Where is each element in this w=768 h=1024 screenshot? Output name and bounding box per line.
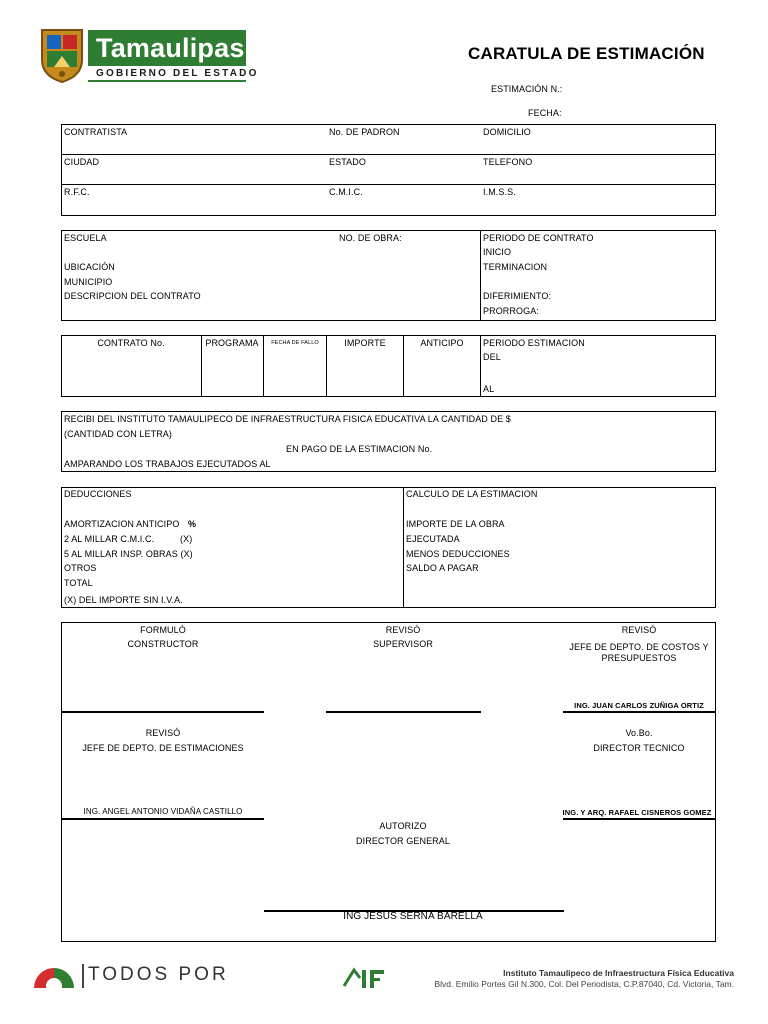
nombre-estimaciones: ING. ANGEL ANTONIO VIDAÑA CASTILLO xyxy=(83,807,243,816)
director-general-label: DIRECTOR GENERAL xyxy=(356,836,450,846)
descripcion-label: DESCRIPCION DEL CONTRATO xyxy=(64,291,201,301)
escuela-label: ESCUELA xyxy=(64,233,107,243)
estado-label: ESTADO xyxy=(329,157,366,167)
constructor-label: CONSTRUCTOR xyxy=(127,639,199,649)
deducciones-title: DEDUCCIONES xyxy=(64,489,132,499)
formulo-label: FORMULÓ xyxy=(140,625,186,635)
importe-obra-label: IMPORTE DE LA OBRA xyxy=(406,519,505,529)
al-label: AL xyxy=(483,384,495,394)
menos-deducciones-label: MENOS DEDUCCIONES xyxy=(406,549,510,559)
otros-label: OTROS xyxy=(64,563,97,573)
diferimiento-label: DIFERIMIENTO: xyxy=(483,291,552,301)
reviso-estimaciones-label: REVISÓ xyxy=(145,728,181,738)
jefe-costos-line-1: JEFE DE DEPTO. DE COSTOS Y xyxy=(569,642,709,652)
no-obra-label: NO. DE OBRA: xyxy=(339,233,402,243)
saldo-pagar-label: SALDO A PAGAR xyxy=(406,563,479,573)
footer-address: Blvd. Emilio Portes Gil N.300, Col. Del Periodista, C.P.87040, Cd. Victoria, Tam. xyxy=(434,979,734,989)
insp-obras-label: 5 AL MILLAR INSP. OBRAS (X) xyxy=(64,549,193,559)
cmic-deduction-label: 2 AL MILLAR C.M.I.C. xyxy=(64,534,155,544)
signature-line xyxy=(62,711,264,713)
divider xyxy=(62,184,715,185)
contratista-label: CONTRATISTA xyxy=(64,127,128,137)
rfc-label: R.F.C. xyxy=(64,187,90,197)
sin-iva-label: (X) DEL IMPORTE SIN I.V.A. xyxy=(64,595,183,605)
signature-line xyxy=(563,711,715,713)
inicio-label: INICIO xyxy=(483,247,512,257)
itife-logo-icon xyxy=(340,964,390,988)
estimacion-number-label: ESTIMACIÓN N.: xyxy=(491,84,563,94)
domicilio-label: DOMICILIO xyxy=(483,127,531,137)
x-label: (X) xyxy=(180,534,193,544)
logo-underline xyxy=(88,80,246,82)
ejecutada-label: EJECUTADA xyxy=(406,534,460,544)
divider xyxy=(403,488,404,607)
receipt-line-4: AMPARANDO LOS TRABAJOS EJECUTADOS AL xyxy=(64,459,271,469)
receipt-line-2: (CANTIDAD CON LETRA) xyxy=(64,429,173,439)
signature-line xyxy=(563,818,715,820)
divider xyxy=(480,231,481,320)
percent-label: % xyxy=(188,519,197,529)
divider xyxy=(62,154,715,155)
telefono-label: TELEFONO xyxy=(483,157,533,167)
divider xyxy=(326,336,327,396)
footer-institute: Instituto Tamaulipeco de Infraestructura Física Educativa xyxy=(503,968,734,978)
reviso-supervisor-label: REVISÓ xyxy=(385,625,421,635)
jefe-estimaciones-label: JEFE DE DEPTO. DE ESTIMACIONES xyxy=(82,743,244,753)
nombre-costos: ING. JUAN CARLOS ZUÑIGA ORTIZ xyxy=(574,701,704,710)
vobo-label: Vo.Bo. xyxy=(625,728,653,738)
total-label: TOTAL xyxy=(64,578,93,588)
divider xyxy=(403,336,404,396)
prorroga-label: PRORROGA: xyxy=(483,306,539,316)
anticipo-header: ANTICIPO xyxy=(420,338,464,348)
calculo-title: CALCULO DE LA ESTIMACION xyxy=(406,489,538,499)
contrato-no-header: CONTRATO No. xyxy=(97,338,165,348)
municipio-label: MUNICIPIO xyxy=(64,277,113,287)
terminacion-label: TERMINACION xyxy=(483,262,548,272)
signature-line xyxy=(62,818,264,820)
receipt-line-3: EN PAGO DE LA ESTIMACION No. xyxy=(286,444,433,454)
state-shield-logo xyxy=(38,26,86,84)
ciudad-label: CIUDAD xyxy=(64,157,100,167)
logo-title: Tamaulipas xyxy=(96,33,245,63)
jefe-costos-line-2: PRESUPUESTOS xyxy=(601,653,677,663)
autorizo-label: AUTORIZO xyxy=(379,821,427,831)
document-title: CARATULA DE ESTIMACIÓN xyxy=(468,44,705,63)
padron-label: No. DE PADRON xyxy=(329,127,400,137)
signatures-section xyxy=(61,622,716,942)
director-tecnico-label: DIRECTOR TECNICO xyxy=(593,743,685,753)
fecha-fallo-header: FECHA DE FALLO xyxy=(271,340,319,346)
amortizacion-label: AMORTIZACION ANTICIPO xyxy=(64,519,180,529)
del-label: DEL xyxy=(483,352,501,362)
deductions-section xyxy=(61,487,716,608)
footer-slogan: TODOS POR xyxy=(88,964,229,985)
divider xyxy=(480,336,481,396)
periodo-estimacion-header: PERIODO ESTIMACION xyxy=(483,338,585,348)
nombre-tecnico: ING. Y ARQ. RAFAEL CISNEROS GOMEZ xyxy=(562,808,712,817)
divider xyxy=(201,336,202,396)
divider xyxy=(263,336,264,396)
imss-label: I.M.S.S. xyxy=(483,187,516,197)
cmic-label: C.M.I.C. xyxy=(329,187,363,197)
footer-logo-icon xyxy=(32,964,76,988)
footer-divider xyxy=(82,964,84,988)
supervisor-label: SUPERVISOR xyxy=(373,639,433,649)
importe-header: IMPORTE xyxy=(344,338,386,348)
logo-subtitle: GOBIERNO DEL ESTADO xyxy=(96,68,259,79)
programa-header: PROGRAMA xyxy=(205,338,259,348)
receipt-line-1: RECIBI DEL INSTITUTO TAMAULIPECO DE INFRAESTRUCTURA FISICA EDUCATIVA LA CANTIDAD DE $ xyxy=(64,414,511,424)
footer-info xyxy=(434,968,734,990)
fecha-label: FECHA: xyxy=(528,108,562,118)
ubicacion-label: UBICACIÓN xyxy=(64,262,115,272)
periodo-contrato-label: PERIODO DE CONTRATO xyxy=(483,233,594,243)
nombre-director-general: ING JESUS SERNA BARELLA xyxy=(343,911,483,922)
signature-line xyxy=(326,711,481,713)
reviso-costos-label: REVISÓ xyxy=(621,625,657,635)
